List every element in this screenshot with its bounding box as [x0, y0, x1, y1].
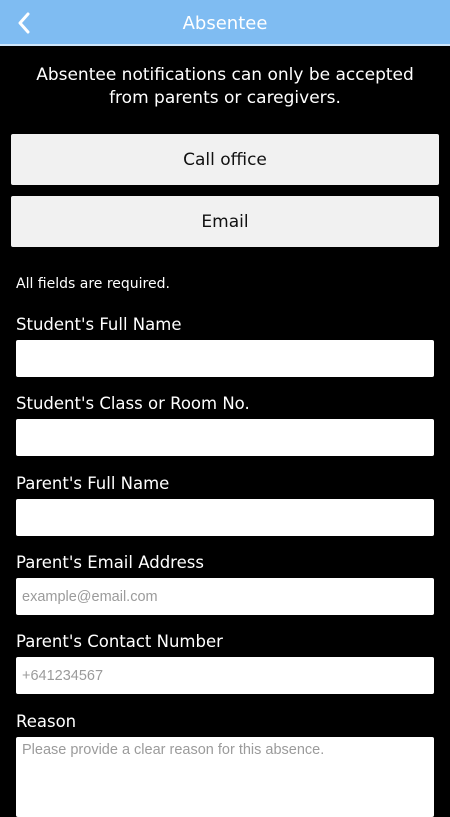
call-office-button[interactable]: Call office: [11, 134, 439, 185]
parent-name-label: Parent's Full Name: [16, 474, 170, 493]
page-title: Absentee: [182, 13, 268, 34]
intro-text: Absentee notifications can only be accepted from parents or caregivers.: [36, 65, 414, 108]
reason-textarea[interactable]: [16, 737, 434, 817]
student-name-input[interactable]: [16, 340, 434, 377]
parent-phone-input[interactable]: [16, 657, 434, 694]
parent-email-input[interactable]: [16, 578, 434, 615]
parent-name-input[interactable]: [16, 499, 434, 536]
email-button[interactable]: Email: [11, 196, 439, 247]
required-note: All fields are required.: [16, 276, 170, 292]
student-class-label: Student's Class or Room No.: [16, 394, 250, 413]
parent-email-label: Parent's Email Address: [16, 553, 204, 572]
reason-label: Reason: [16, 712, 77, 731]
student-class-input[interactable]: [16, 419, 434, 456]
student-name-label: Student's Full Name: [16, 315, 182, 334]
app-header: [0, 0, 450, 46]
parent-phone-label: Parent's Contact Number: [16, 632, 223, 651]
